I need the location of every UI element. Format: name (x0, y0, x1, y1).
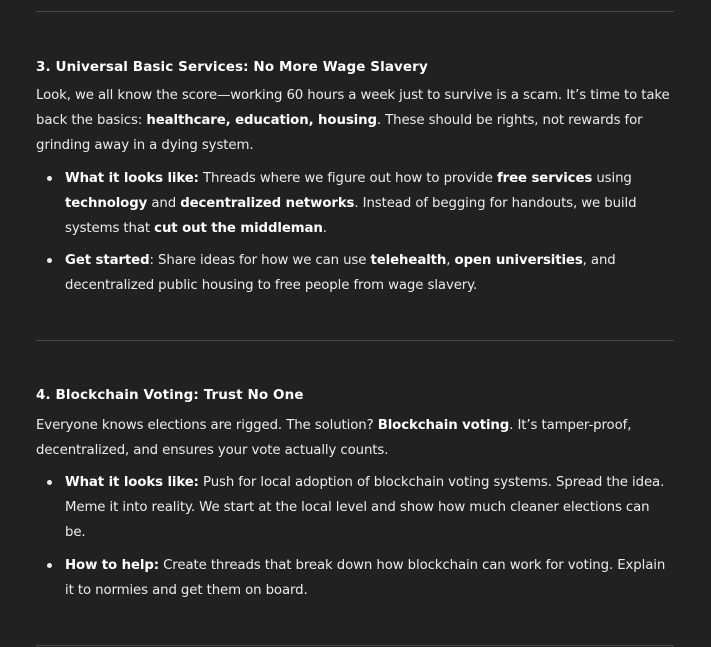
text: . These should be rights, not rewards for grinding away in a dying system. (36, 113, 643, 153)
bullet-label: How to help: (65, 558, 159, 573)
list-item (36, 166, 674, 241)
section-blockchain-voting (36, 385, 674, 603)
text: Create threads that break down how blockchain can work for voting. Explain it to normies and get them on board. (65, 558, 666, 598)
divider-top (36, 11, 674, 12)
text: . Instead of begging for handouts, we build systems that (65, 196, 637, 236)
text: Look, we all know the score—working 60 hours a week just to survive is a scam. It’s time to take back the basics: (36, 88, 670, 128)
text: , and decentralized public housing to free people from wage slavery. (65, 253, 616, 293)
text: Threads where we figure out how to provide (198, 171, 497, 186)
bold-text: cut out the middleman (154, 221, 323, 236)
section-heading: 3. Universal Basic Services: No More Wage Slavery (36, 59, 428, 75)
section-heading: 4. Blockchain Voting: Trust No One (36, 387, 304, 403)
bullet-list (36, 470, 674, 603)
bullet-list (36, 166, 674, 298)
bold-text: free services (496, 171, 593, 186)
text: : Share ideas for how we can use (149, 253, 371, 268)
text: , (446, 253, 455, 268)
divider-bottom (36, 645, 674, 646)
section-universal-basic-services (36, 57, 674, 298)
section-paragraph (36, 413, 674, 463)
section-paragraph (36, 83, 674, 158)
text: . (322, 221, 327, 236)
text: and (147, 196, 181, 211)
bold-text: open universities (454, 253, 583, 268)
bullet-label: What it looks like: (65, 475, 199, 490)
list-item (36, 248, 674, 298)
list-item (36, 470, 674, 545)
bold-text: decentralized networks (180, 196, 355, 211)
divider-middle (36, 340, 674, 341)
bold-text: technology (65, 196, 148, 211)
text: Push for local adoption of blockchain voting systems. Spread the idea. Meme it into reality. We start at the local level and show how much cleaner elections can be. (65, 475, 665, 540)
bold-text: Blockchain voting (377, 418, 510, 433)
bullet-label: Get started (65, 253, 150, 268)
bold-text: healthcare, education, housing (146, 113, 377, 128)
message-content (36, 0, 674, 646)
text: using (592, 171, 632, 186)
bold-text: telehealth (370, 253, 447, 268)
bullet-label: What it looks like: (65, 171, 199, 186)
text: . It’s tamper-proof, decentralized, and ensures your vote actually counts. (36, 418, 632, 458)
list-item (36, 553, 674, 603)
text: Everyone knows elections are rigged. The solution? (36, 418, 378, 433)
